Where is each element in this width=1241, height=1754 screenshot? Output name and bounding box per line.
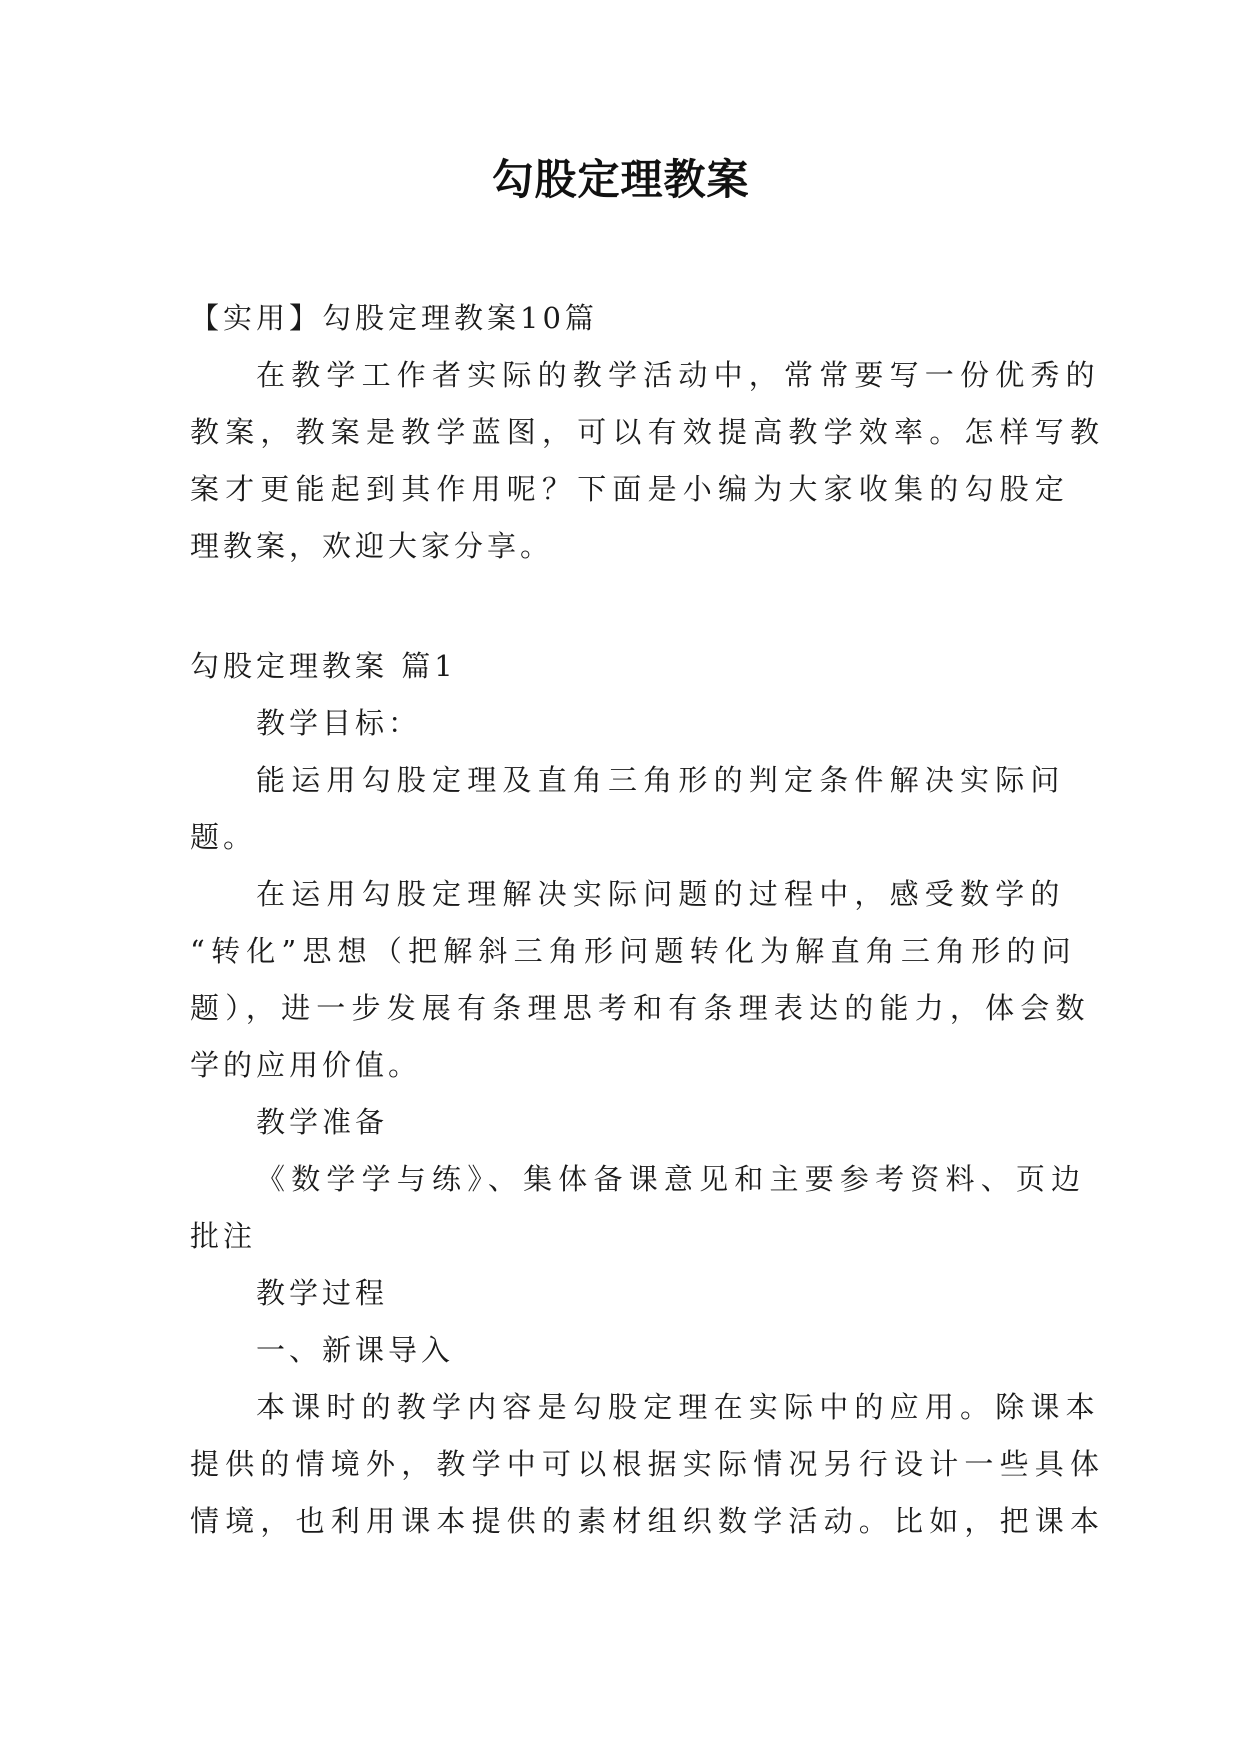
document-title: 勾股定理教案 — [491, 155, 750, 204]
paragraph-line: 题。 — [190, 820, 257, 854]
paragraph-line: 批注 — [190, 1219, 257, 1253]
subheading-new-lesson: 一、新课导入 — [256, 1333, 455, 1367]
paragraph-line: 《数学学与练》、集体备课意见和主要参考资料、页边 — [256, 1162, 1087, 1196]
section-heading: 勾股定理教案 篇1 — [190, 649, 457, 683]
subheading-teaching-goals: 教学目标： — [256, 706, 422, 740]
paragraph-line: 能运用勾股定理及直角三角形的判定条件解决实际问 — [256, 763, 1066, 797]
paragraph-line: 在教学工作者实际的教学活动中，常常要写一份优秀的 — [256, 358, 1101, 392]
intro-heading: 【实用】勾股定理教案10篇 — [190, 301, 598, 335]
paragraph-line: 教案，教案是教学蓝图，可以有效提高教学效率。怎样写教 — [190, 415, 1106, 449]
paragraph-line: 本课时的教学内容是勾股定理在实际中的应用。除课本 — [256, 1390, 1101, 1424]
paragraph-line: 在运用勾股定理解决实际问题的过程中，感受数学的 — [256, 877, 1066, 911]
subheading-teaching-process: 教学过程 — [256, 1276, 389, 1310]
paragraph-line: 理教案，欢迎大家分享。 — [190, 529, 554, 563]
paragraph-line: “转化”思想（把解斜三角形问题转化为解直角三角形的问 — [190, 934, 1077, 968]
subheading-teaching-prep: 教学准备 — [256, 1105, 389, 1139]
paragraph-line: 题），进一步发展有条理思考和有条理表达的能力，体会数 — [190, 991, 1091, 1025]
paragraph-line: 情境，也利用课本提供的素材组织数学活动。比如，把课本 — [190, 1504, 1106, 1538]
paragraph-line: 学的应用价值。 — [190, 1048, 422, 1082]
paragraph-line: 案才更能起到其作用呢？下面是小编为大家收集的勾股定 — [190, 472, 1071, 506]
paragraph-line: 提供的情境外，教学中可以根据实际情况另行设计一些具体 — [190, 1447, 1106, 1481]
